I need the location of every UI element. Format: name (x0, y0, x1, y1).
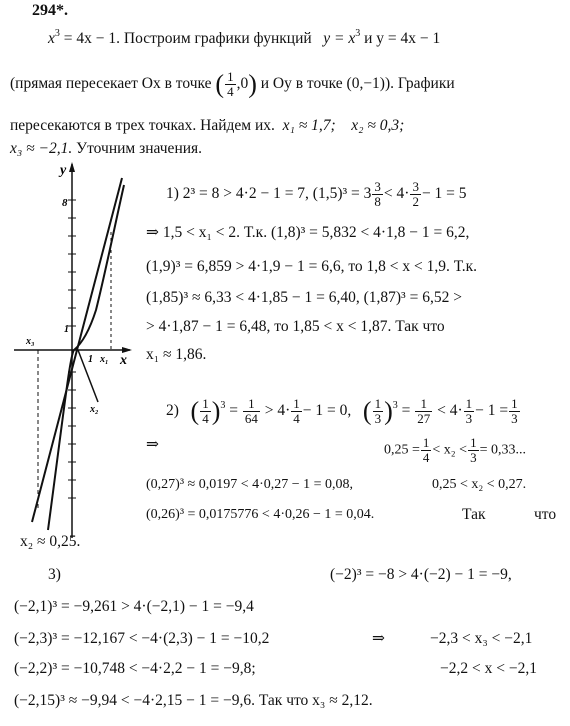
case2-line-3-left: (0,27)³ ≈ 0,0197 < 4·0,27 − 1 = 0,08, (146, 477, 354, 492)
intro-line-3: пересекаются в трех точках. Найдем их. x₁ ≈ 1,7; x₂ ≈ 0,3; (10, 117, 405, 134)
case1-line-4: (1,85)³ ≈ 6,33 < 4·1,85 − 1 = 6,40, (1,87)³ = 6,52 > (146, 289, 462, 306)
case2-line-1: 2) ( $\frac{1}{4}$ )$^3$ = $\frac{1}{64}$ > 4· $\frac{1}{4}$ − 1 = 0, ( $\frac{1}{3}$ )$^3$ = $\frac{1}{27}$ < 4· $\frac{1}{3}$ − 1 = $\frac{1}{3}$ (166, 396, 518, 426)
intro-line-4: x₃ ≈ −2,1. Уточним значения. (10, 140, 203, 157)
intro-line-1: $x^3 = 4x - 1$. Построим графики функций $y = x^3$ и y = 4x − 1 (48, 28, 441, 47)
case3-line-5: (−2,15)³ ≈ −9,94 < −4·2,15 − 1 = −9,6. Так что x₃ ≈ 2,12. (14, 692, 373, 709)
case2-line-4-right: что (534, 506, 557, 523)
case3-line-3-arrow: ⇒ (372, 630, 385, 647)
case2-line-5: x₂ ≈ 0,25. (20, 533, 81, 550)
case1-line-2: ⇒ 1,5 < x₁ < 2. Т.к. (1,8)³ = 5,832 < 4·1,8 − 1 = 6,2, (146, 224, 470, 241)
cubic-curve (48, 185, 124, 530)
case3-line-2: (−2,1)³ = −9,261 > 4·(−2,1) − 1 = −9,4 (14, 598, 254, 615)
tick-label-8: 8 (62, 197, 68, 209)
problem-number: 294*. (32, 2, 68, 19)
x3-label: x₃ (26, 336, 35, 347)
case1-line-1: 1) 2³ = 8 > 4·2 − 1 = 7, (1,5)³ = 3 $\frac{3}{8}$ < 4· $\frac{3}{2}$ − 1 = 5 (166, 179, 467, 209)
function-graph (14, 160, 134, 540)
x2-label: x₂ (90, 404, 99, 415)
case2-line-3-right: 0,25 < x₂ < 0,27. (432, 477, 527, 492)
tick-label-1: 1 (64, 324, 69, 335)
case3-line-3-right: −2,3 < x₃ < −2,1 (430, 630, 533, 647)
y-axis-arrow (69, 162, 75, 172)
origin-tick-1: 1 (88, 354, 93, 365)
case3-line-4-right: −2,2 < x < −2,1 (440, 660, 537, 677)
x1-label: x₁ (100, 354, 109, 365)
case3-line-4-left: (−2,2)³ = −10,748 < −4·2,2 − 1 = −9,8; (14, 660, 256, 677)
case3-line-3-left: (−2,3)³ = −12,167 < −4·(2,3) − 1 = −10,2 (14, 630, 270, 647)
fraction: $\frac{1}{4}$ (227, 69, 234, 99)
case3-label: 3) (48, 566, 61, 583)
case2-line-4-mid: Так (462, 506, 486, 523)
x-axis-label: x (120, 353, 127, 368)
case2-line-4-left: (0,26)³ = 0,0175776 < 4·0,26 − 1 = 0,04. (146, 507, 375, 522)
case2-line-2-right: 0,25 = $\frac{1}{4}$ < x₂ < $\frac{1}{3}$ = 0,33... (384, 435, 526, 465)
case1-line-5: > 4·1,87 − 1 = 6,48, то 1,85 < x < 1,87. Так что (146, 318, 445, 335)
case2-arrow: ⇒ (146, 436, 159, 453)
intro-line-2: (прямая пересекает Ox в точке ( $\frac{1}{4}$ ,0) и Oy в точке (0,−1)). Графики (10, 69, 455, 99)
y-axis-label: y (60, 163, 67, 178)
case3-line-1-right: (−2)³ = −8 > 4·(−2) − 1 = −9, (330, 566, 512, 583)
case1-line-6: x₁ ≈ 1,86. (146, 346, 207, 363)
case1-line-3: (1,9)³ = 6,859 > 4·1,9 − 1 = 6,6, то 1,8 < x < 1,9. Т.к. (146, 258, 477, 275)
